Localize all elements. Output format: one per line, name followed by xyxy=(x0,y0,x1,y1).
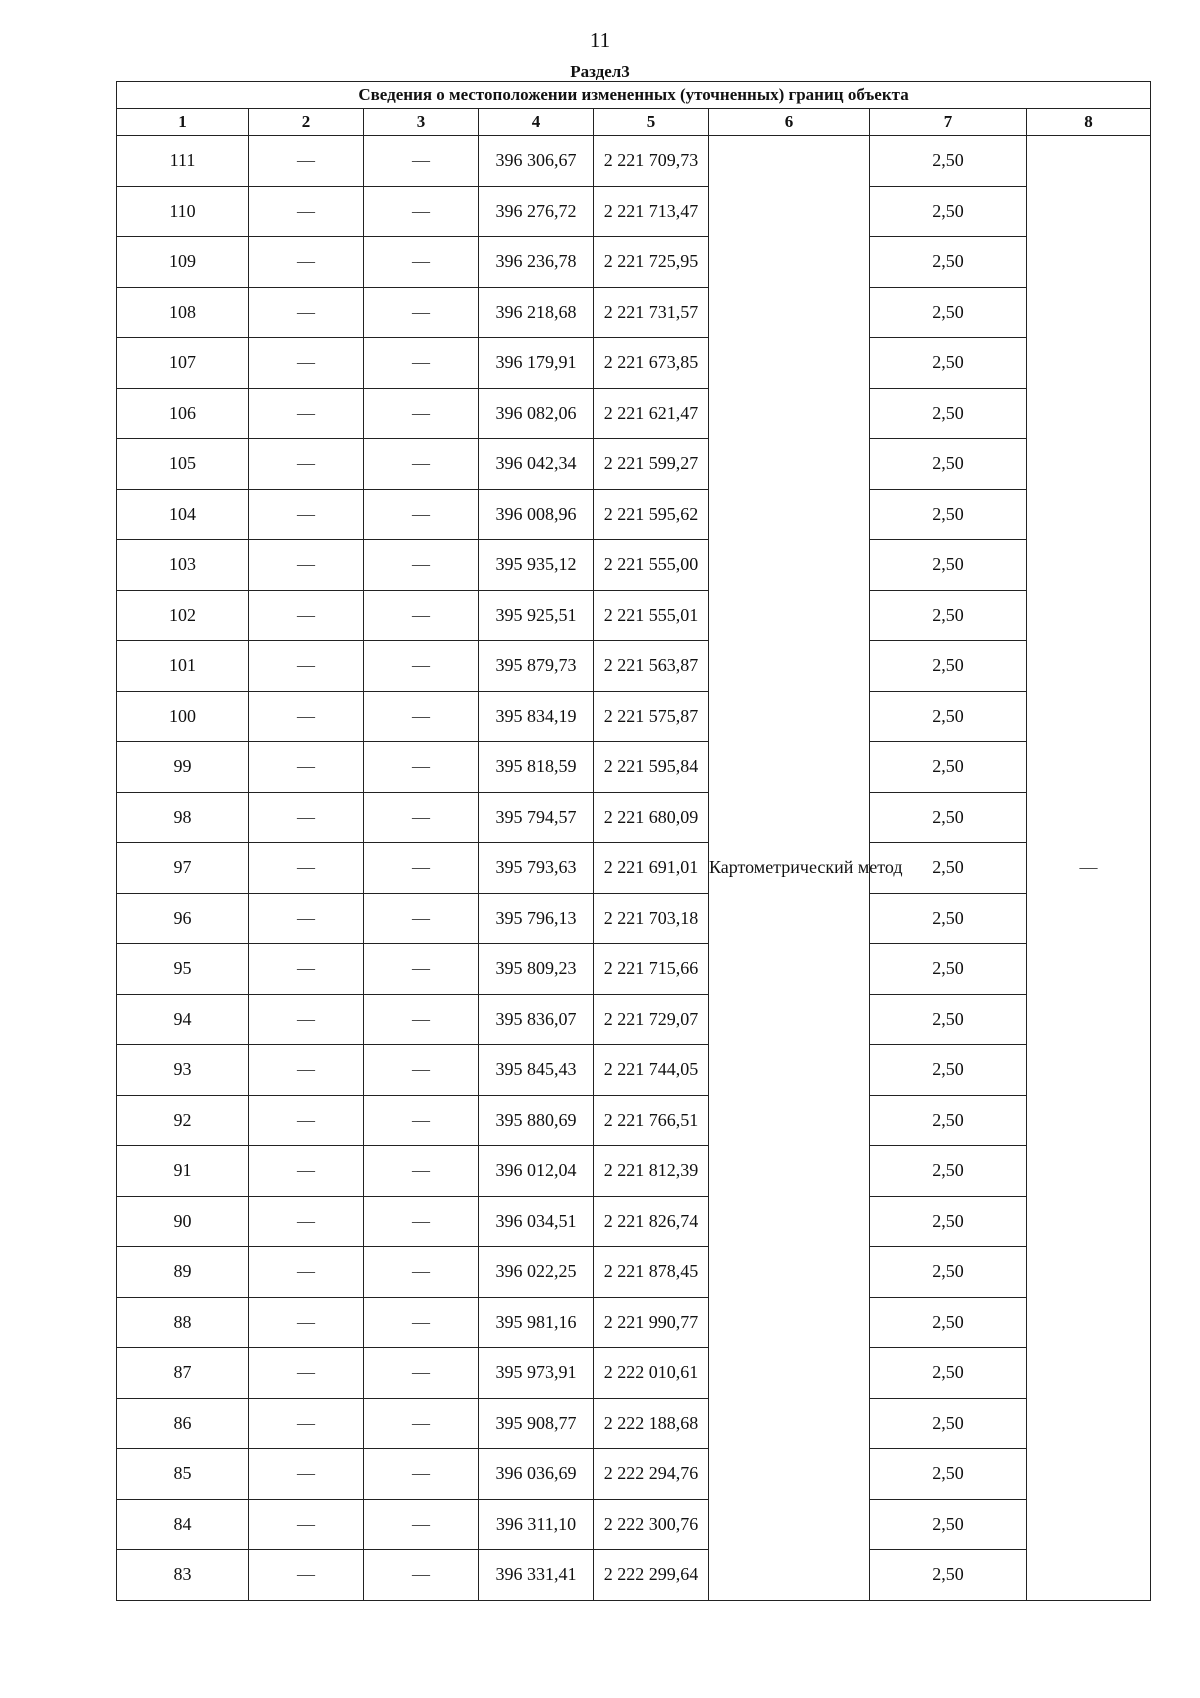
x-coordinate-cell: 395 925,51 xyxy=(479,590,594,641)
empty-value-cell: — xyxy=(249,489,364,540)
y-coordinate-cell: 2 221 691,01 xyxy=(594,843,709,894)
point-number-cell: 106 xyxy=(117,388,249,439)
empty-value-cell: — xyxy=(364,944,479,995)
empty-value-cell: — xyxy=(364,1196,479,1247)
table-row xyxy=(117,540,1151,591)
accuracy-cell: 2,50 xyxy=(870,1449,1027,1500)
x-coordinate-cell: 395 796,13 xyxy=(479,893,594,944)
point-number-cell: 88 xyxy=(117,1297,249,1348)
y-coordinate-cell: 2 221 599,27 xyxy=(594,439,709,490)
table-row xyxy=(117,439,1151,490)
y-coordinate-cell: 2 221 709,73 xyxy=(594,136,709,187)
table-row xyxy=(117,237,1151,288)
y-coordinate-cell: 2 221 713,47 xyxy=(594,186,709,237)
point-number-cell: 109 xyxy=(117,237,249,288)
column-number: 7 xyxy=(870,109,1027,136)
table-row xyxy=(117,1550,1151,1601)
empty-value-cell: — xyxy=(249,1095,364,1146)
empty-value-cell: — xyxy=(364,1247,479,1298)
x-coordinate-cell: 395 809,23 xyxy=(479,944,594,995)
point-number-cell: 104 xyxy=(117,489,249,540)
table-row xyxy=(117,1196,1151,1247)
accuracy-cell: 2,50 xyxy=(870,893,1027,944)
x-coordinate-cell: 396 218,68 xyxy=(479,287,594,338)
point-number-cell: 84 xyxy=(117,1499,249,1550)
empty-value-cell: — xyxy=(364,186,479,237)
point-number-cell: 85 xyxy=(117,1449,249,1500)
accuracy-cell: 2,50 xyxy=(870,1095,1027,1146)
table-row xyxy=(117,1247,1151,1298)
x-coordinate-cell: 396 022,25 xyxy=(479,1247,594,1298)
y-coordinate-cell: 2 221 555,01 xyxy=(594,590,709,641)
accuracy-cell: 2,50 xyxy=(870,843,1027,894)
y-coordinate-cell: 2 221 766,51 xyxy=(594,1095,709,1146)
empty-value-cell: — xyxy=(249,136,364,187)
point-number-cell: 86 xyxy=(117,1398,249,1449)
y-coordinate-cell: 2 221 595,62 xyxy=(594,489,709,540)
point-number-cell: 102 xyxy=(117,590,249,641)
empty-value-cell: — xyxy=(364,136,479,187)
point-number-cell: 90 xyxy=(117,1196,249,1247)
table-row xyxy=(117,1348,1151,1399)
empty-value-cell: — xyxy=(249,1297,364,1348)
table-row xyxy=(117,489,1151,540)
empty-value-cell: — xyxy=(364,792,479,843)
table-row xyxy=(117,893,1151,944)
table-row xyxy=(117,1045,1151,1096)
point-number-cell: 91 xyxy=(117,1146,249,1197)
column-number: 3 xyxy=(364,109,479,136)
point-number-cell: 110 xyxy=(117,186,249,237)
column-number: 2 xyxy=(249,109,364,136)
point-number-cell: 96 xyxy=(117,893,249,944)
empty-value-cell: — xyxy=(249,186,364,237)
point-number-cell: 89 xyxy=(117,1247,249,1298)
accuracy-cell: 2,50 xyxy=(870,540,1027,591)
x-coordinate-cell: 395 879,73 xyxy=(479,641,594,692)
point-number-cell: 101 xyxy=(117,641,249,692)
table-row xyxy=(117,944,1151,995)
y-coordinate-cell: 2 221 575,87 xyxy=(594,691,709,742)
accuracy-cell: 2,50 xyxy=(870,1297,1027,1348)
empty-value-cell: — xyxy=(364,489,479,540)
empty-value-cell: — xyxy=(249,792,364,843)
y-coordinate-cell: 2 221 812,39 xyxy=(594,1146,709,1197)
empty-value-cell: — xyxy=(364,1095,479,1146)
table-row xyxy=(117,1398,1151,1449)
table-row xyxy=(117,338,1151,389)
table-row xyxy=(117,742,1151,793)
empty-value-cell: — xyxy=(249,540,364,591)
accuracy-cell: 2,50 xyxy=(870,287,1027,338)
point-number-cell: 105 xyxy=(117,439,249,490)
table-row xyxy=(117,843,1151,894)
y-coordinate-cell: 2 222 010,61 xyxy=(594,1348,709,1399)
accuracy-cell: 2,50 xyxy=(870,1550,1027,1601)
accuracy-cell: 2,50 xyxy=(870,338,1027,389)
table-row xyxy=(117,1095,1151,1146)
empty-value-cell: — xyxy=(249,590,364,641)
table-row xyxy=(117,994,1151,1045)
empty-value-cell: — xyxy=(249,843,364,894)
y-coordinate-cell: 2 221 729,07 xyxy=(594,994,709,1045)
x-coordinate-cell: 395 834,19 xyxy=(479,691,594,742)
accuracy-cell: 2,50 xyxy=(870,1398,1027,1449)
x-coordinate-cell: 396 008,96 xyxy=(479,489,594,540)
table-row xyxy=(117,136,1151,187)
empty-value-cell: — xyxy=(364,439,479,490)
accuracy-cell: 2,50 xyxy=(870,1146,1027,1197)
accuracy-cell: 2,50 xyxy=(870,1196,1027,1247)
table-row xyxy=(117,691,1151,742)
empty-value-cell: — xyxy=(249,1348,364,1399)
y-coordinate-cell: 2 222 299,64 xyxy=(594,1550,709,1601)
y-coordinate-cell: 2 222 294,76 xyxy=(594,1449,709,1500)
empty-value-cell: — xyxy=(364,338,479,389)
description-cell: — xyxy=(1027,136,1151,1601)
point-number-cell: 92 xyxy=(117,1095,249,1146)
empty-value-cell: — xyxy=(249,1499,364,1550)
empty-value-cell: — xyxy=(249,439,364,490)
point-number-cell: 97 xyxy=(117,843,249,894)
x-coordinate-cell: 396 306,67 xyxy=(479,136,594,187)
empty-value-cell: — xyxy=(364,641,479,692)
y-coordinate-cell: 2 221 563,87 xyxy=(594,641,709,692)
point-number-cell: 99 xyxy=(117,742,249,793)
table-row xyxy=(117,287,1151,338)
empty-value-cell: — xyxy=(364,1550,479,1601)
empty-value-cell: — xyxy=(364,388,479,439)
point-number-cell: 95 xyxy=(117,944,249,995)
accuracy-cell: 2,50 xyxy=(870,1499,1027,1550)
empty-value-cell: — xyxy=(364,994,479,1045)
accuracy-cell: 2,50 xyxy=(870,388,1027,439)
y-coordinate-cell: 2 221 990,77 xyxy=(594,1297,709,1348)
point-number-cell: 94 xyxy=(117,994,249,1045)
column-number: 6 xyxy=(709,109,870,136)
y-coordinate-cell: 2 221 826,74 xyxy=(594,1196,709,1247)
x-coordinate-cell: 396 034,51 xyxy=(479,1196,594,1247)
y-coordinate-cell: 2 222 188,68 xyxy=(594,1398,709,1449)
empty-value-cell: — xyxy=(249,1196,364,1247)
accuracy-cell: 2,50 xyxy=(870,1247,1027,1298)
table-row xyxy=(117,1449,1151,1500)
x-coordinate-cell: 395 973,91 xyxy=(479,1348,594,1399)
accuracy-cell: 2,50 xyxy=(870,742,1027,793)
empty-value-cell: — xyxy=(364,1348,479,1399)
table-row xyxy=(117,1297,1151,1348)
method-cell: Картометрический метод xyxy=(709,136,870,1601)
empty-value-cell: — xyxy=(364,287,479,338)
empty-value-cell: — xyxy=(249,287,364,338)
x-coordinate-cell: 395 818,59 xyxy=(479,742,594,793)
y-coordinate-cell: 2 221 673,85 xyxy=(594,338,709,389)
empty-value-cell: — xyxy=(364,1045,479,1096)
y-coordinate-cell: 2 221 744,05 xyxy=(594,1045,709,1096)
empty-value-cell: — xyxy=(249,338,364,389)
empty-value-cell: — xyxy=(249,1146,364,1197)
empty-value-cell: — xyxy=(364,691,479,742)
empty-value-cell: — xyxy=(249,641,364,692)
table-row xyxy=(117,1146,1151,1197)
empty-value-cell: — xyxy=(249,893,364,944)
x-coordinate-cell: 396 236,78 xyxy=(479,237,594,288)
accuracy-cell: 2,50 xyxy=(870,136,1027,187)
y-coordinate-cell: 2 221 703,18 xyxy=(594,893,709,944)
x-coordinate-cell: 396 012,04 xyxy=(479,1146,594,1197)
accuracy-cell: 2,50 xyxy=(870,237,1027,288)
point-number-cell: 108 xyxy=(117,287,249,338)
point-number-cell: 111 xyxy=(117,136,249,187)
column-number: 1 xyxy=(117,109,249,136)
point-number-cell: 83 xyxy=(117,1550,249,1601)
accuracy-cell: 2,50 xyxy=(870,944,1027,995)
empty-value-cell: — xyxy=(364,843,479,894)
y-coordinate-cell: 2 221 595,84 xyxy=(594,742,709,793)
y-coordinate-cell: 2 221 680,09 xyxy=(594,792,709,843)
empty-value-cell: — xyxy=(364,1449,479,1500)
empty-value-cell: — xyxy=(364,237,479,288)
column-number-row xyxy=(117,109,1151,136)
column-number: 5 xyxy=(594,109,709,136)
empty-value-cell: — xyxy=(249,1550,364,1601)
x-coordinate-cell: 395 908,77 xyxy=(479,1398,594,1449)
y-coordinate-cell: 2 221 621,47 xyxy=(594,388,709,439)
x-coordinate-cell: 396 311,10 xyxy=(479,1499,594,1550)
x-coordinate-cell: 395 836,07 xyxy=(479,994,594,1045)
x-coordinate-cell: 396 276,72 xyxy=(479,186,594,237)
table-row xyxy=(117,792,1151,843)
point-number-cell: 93 xyxy=(117,1045,249,1096)
point-number-cell: 107 xyxy=(117,338,249,389)
empty-value-cell: — xyxy=(249,994,364,1045)
x-coordinate-cell: 395 981,16 xyxy=(479,1297,594,1348)
table-row xyxy=(117,186,1151,237)
y-coordinate-cell: 2 222 300,76 xyxy=(594,1499,709,1550)
empty-value-cell: — xyxy=(364,540,479,591)
x-coordinate-cell: 396 042,34 xyxy=(479,439,594,490)
coordinates-table xyxy=(116,81,1151,1601)
empty-value-cell: — xyxy=(249,1398,364,1449)
table-row xyxy=(117,590,1151,641)
x-coordinate-cell: 395 880,69 xyxy=(479,1095,594,1146)
x-coordinate-cell: 395 845,43 xyxy=(479,1045,594,1096)
accuracy-cell: 2,50 xyxy=(870,186,1027,237)
accuracy-cell: 2,50 xyxy=(870,1348,1027,1399)
empty-value-cell: — xyxy=(249,742,364,793)
accuracy-cell: 2,50 xyxy=(870,590,1027,641)
x-coordinate-cell: 395 935,12 xyxy=(479,540,594,591)
y-coordinate-cell: 2 221 715,66 xyxy=(594,944,709,995)
empty-value-cell: — xyxy=(249,1449,364,1500)
point-number-cell: 87 xyxy=(117,1348,249,1399)
empty-value-cell: — xyxy=(364,1146,479,1197)
point-number-cell: 100 xyxy=(117,691,249,742)
column-number: 8 xyxy=(1027,109,1151,136)
table-title: Сведения о местоположении измененных (уточненных) границ объекта xyxy=(117,82,1151,109)
accuracy-cell: 2,50 xyxy=(870,691,1027,742)
x-coordinate-cell: 396 082,06 xyxy=(479,388,594,439)
y-coordinate-cell: 2 221 731,57 xyxy=(594,287,709,338)
empty-value-cell: — xyxy=(249,1045,364,1096)
empty-value-cell: — xyxy=(364,1398,479,1449)
x-coordinate-cell: 395 794,57 xyxy=(479,792,594,843)
accuracy-cell: 2,50 xyxy=(870,792,1027,843)
table-row xyxy=(117,641,1151,692)
column-number: 4 xyxy=(479,109,594,136)
accuracy-cell: 2,50 xyxy=(870,439,1027,490)
empty-value-cell: — xyxy=(364,742,479,793)
accuracy-cell: 2,50 xyxy=(870,1045,1027,1096)
point-number-cell: 103 xyxy=(117,540,249,591)
empty-value-cell: — xyxy=(249,388,364,439)
table-row xyxy=(117,1499,1151,1550)
empty-value-cell: — xyxy=(364,1499,479,1550)
y-coordinate-cell: 2 221 725,95 xyxy=(594,237,709,288)
point-number-cell: 98 xyxy=(117,792,249,843)
x-coordinate-cell: 396 331,41 xyxy=(479,1550,594,1601)
empty-value-cell: — xyxy=(249,944,364,995)
accuracy-cell: 2,50 xyxy=(870,994,1027,1045)
page-number: 11 xyxy=(589,28,611,52)
empty-value-cell: — xyxy=(364,1297,479,1348)
empty-value-cell: — xyxy=(364,590,479,641)
table-row xyxy=(117,388,1151,439)
accuracy-cell: 2,50 xyxy=(870,489,1027,540)
y-coordinate-cell: 2 221 878,45 xyxy=(594,1247,709,1298)
y-coordinate-cell: 2 221 555,00 xyxy=(594,540,709,591)
x-coordinate-cell: 396 179,91 xyxy=(479,338,594,389)
x-coordinate-cell: 396 036,69 xyxy=(479,1449,594,1500)
empty-value-cell: — xyxy=(249,1247,364,1298)
x-coordinate-cell: 395 793,63 xyxy=(479,843,594,894)
empty-value-cell: — xyxy=(249,237,364,288)
section-title: Раздел3 xyxy=(570,62,630,81)
accuracy-cell: 2,50 xyxy=(870,641,1027,692)
empty-value-cell: — xyxy=(364,893,479,944)
empty-value-cell: — xyxy=(249,691,364,742)
table-body xyxy=(117,136,1151,1601)
